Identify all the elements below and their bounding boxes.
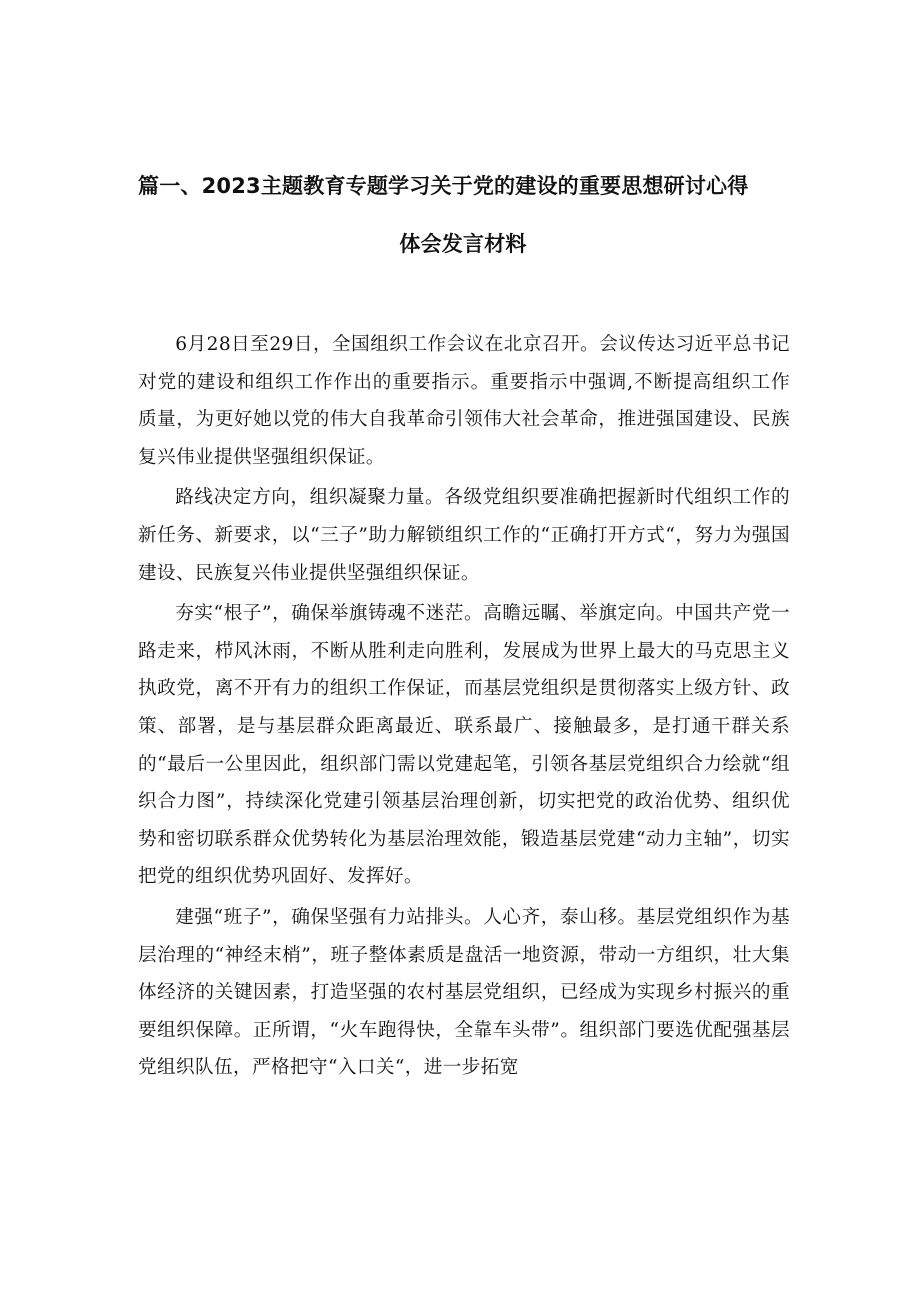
document-title-line-2: 体会发言材料 [399,232,527,256]
document-body [138,326,790,1090]
document-title-line-1: 篇一、2023主题教育专题学习关于党的建设的重要思想研讨心得 [138,174,749,198]
paragraph-2: 路线决定方向，组织凝聚力量。各级党组织要准确把握新时代组织工作的新任务、新要求，以“三子”助力解锁组织工作的“正确打开方式“，努力为强国建设、民族复兴伟业提供坚强组织保证。 [138,487,790,584]
paragraph-4: 建强“班子”，确保坚强有力站排头。人心齐，泰山移。基层党组织作为基层治理的“神经末梢”，班子整体素质是盘活一地资源，带动一方组织，壮大集体经济的关键因素，打造坚强的农村基层党组织，已经成为实现乡村振兴的重要组织保障。正所谓，“火车跑得快，全靠车头带”。组织部门要选优配强基层党组织队伍，严格把守“入口关“，进一步拓宽 [138,906,790,1079]
paragraph-3: 夯实“根子”，确保举旗铸魂不迷茫。高瞻远瞩、举旗定向。中国共产党一路走来，栉风沐雨，不断从胜利走向胜利，发展成为世界上最大的马克思主义执政党，离不开有力的组织工作保证，而基层党组织是贯彻落实上级方针、政策、部署，是与基层群众距离最近、联系最广、接触最多，是打通干群关系的“最后一公里因此，组织部门需以党建起笔，引领各基层党组织合力绘就“组织合力图”，持续深化党建引领基层治理创新，切实把党的政治优势、组织优势和密切联系群众优势转化为基层治理效能，锻造基层党建“动力主轴”，切实把党的组织优势巩固好、发挥好。 [138,603,790,888]
paragraph-1: 6月28日至29日，全国组织工作会议在北京召开。会议传达习近平总书记对党的建设和组织工作作出的重要指示。重要指示中强调,不断提高组织工作质量，为更好她以党的伟大自我革命引领伟大社会革命，推进强国建设、民族复兴伟业提供坚强组织保证。 [138,334,790,468]
